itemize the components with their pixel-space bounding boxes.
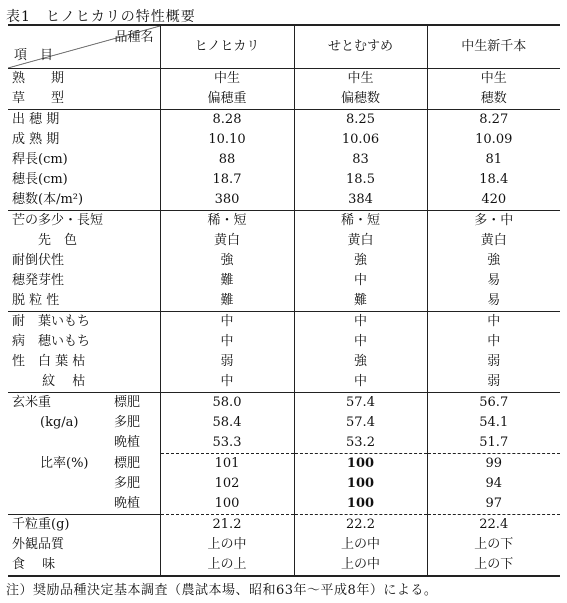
table-cell: 上の下 <box>427 555 560 576</box>
table-cell: 中生 <box>294 69 427 90</box>
table-cell: 上の中 <box>160 535 294 555</box>
table-cell: 58.4 <box>160 413 294 433</box>
table-cell: 94 <box>427 474 560 494</box>
header-corner-cell <box>8 25 160 69</box>
row-label: 脱 粒 性 <box>12 293 60 308</box>
table-cell: 21.2 <box>160 515 294 536</box>
table-cell: 53.3 <box>160 433 294 454</box>
row-label: 出 穂 期 <box>8 110 160 131</box>
row-label: 穂発芽性 <box>12 273 65 288</box>
table-cell: 100 <box>294 494 427 515</box>
table-cell: 偏穂数 <box>294 89 427 110</box>
row-label: 性 白 葉 枯 <box>12 354 86 369</box>
row-label <box>8 474 160 494</box>
table-cell: 18.4 <box>427 170 560 190</box>
table-cell: 中 <box>160 332 294 352</box>
table-row <box>8 332 560 352</box>
table-cell: 99 <box>427 454 560 475</box>
table-row <box>8 211 560 232</box>
row-label: 成 熟 期 <box>12 132 60 147</box>
row-label: 千粒重(g) <box>8 515 160 536</box>
table-cell: 88 <box>160 150 294 170</box>
row-label: 耐倒伏性 <box>12 253 65 268</box>
table-cell: 97 <box>427 494 560 515</box>
table-row <box>8 170 560 190</box>
table-cell: 弱 <box>427 372 560 393</box>
table-cell: 強 <box>427 251 560 271</box>
table-row <box>8 312 560 333</box>
ratio-sub-label: 標肥 <box>114 455 141 471</box>
table-cell: 8.27 <box>427 110 560 131</box>
table-cell: 384 <box>294 190 427 211</box>
table-cell: 102 <box>160 474 294 494</box>
table-cell: 81 <box>427 150 560 170</box>
table-row <box>8 372 560 393</box>
table-cell: 上の中 <box>294 535 427 555</box>
table-cell: 多・中 <box>427 211 560 232</box>
table-row <box>8 474 560 494</box>
row-label: 穂数(本/m²) <box>12 192 84 207</box>
row-label <box>8 393 160 414</box>
ratio-sub-label: 多肥 <box>114 476 141 491</box>
table-cell: 10.10 <box>160 130 294 150</box>
table-row <box>8 291 560 312</box>
table-cell: 難 <box>160 291 294 312</box>
table-cell: 83 <box>294 150 427 170</box>
table-cell: 100 <box>160 494 294 515</box>
table-cell: 強 <box>160 251 294 271</box>
table-cell: 420 <box>427 190 560 211</box>
table-header-row <box>8 25 560 69</box>
table-cell: 上の下 <box>427 535 560 555</box>
row-label: 紋 枯 <box>12 374 86 389</box>
table-cell: 中 <box>294 332 427 352</box>
table-row <box>8 130 560 150</box>
table-row <box>8 150 560 170</box>
row-label: 草 型 <box>12 91 65 106</box>
table-row <box>8 251 560 271</box>
table-cell: 強 <box>294 251 427 271</box>
variety-header-label: 品種名 <box>114 30 154 45</box>
row-label: 耐 葉いもち <box>8 312 160 333</box>
table-cell: 58.0 <box>160 393 294 414</box>
characteristics-table <box>8 24 560 577</box>
table-row <box>8 110 560 131</box>
table-cell: 8.28 <box>160 110 294 131</box>
table-cell: 中 <box>160 312 294 333</box>
table-cell: 51.7 <box>427 433 560 454</box>
row-label <box>8 494 160 515</box>
table-cell: 弱 <box>427 352 560 372</box>
table-cell: 101 <box>160 454 294 475</box>
table-row <box>8 494 560 515</box>
yield-unit-label: (kg/a) <box>40 415 79 430</box>
table-cell: 53.2 <box>294 433 427 454</box>
table-cell: 稀・短 <box>294 211 427 232</box>
table-cell: 57.4 <box>294 393 427 414</box>
variety-header-setomusume: せとむすめ <box>294 25 427 69</box>
table-cell: 難 <box>294 291 427 312</box>
table-cell: 56.7 <box>427 393 560 414</box>
table-cell: 中 <box>427 332 560 352</box>
table-cell: 54.1 <box>427 413 560 433</box>
row-label: 穂長(cm) <box>12 172 68 187</box>
yield-sub-label: 標肥 <box>114 395 141 410</box>
table-cell: 上の上 <box>160 555 294 576</box>
variety-header-hinohikari: ヒノヒカリ <box>160 25 294 69</box>
table-cell: 穂数 <box>427 89 560 110</box>
ratio-sub-label: 晩植 <box>114 496 141 511</box>
row-label: 食 味 <box>8 555 160 576</box>
yield-label: 玄米重 <box>12 395 52 410</box>
table-cell: 黄白 <box>160 231 294 251</box>
table-cell: 中 <box>160 372 294 393</box>
table-cell: 18.7 <box>160 170 294 190</box>
yield-sub-label: 多肥 <box>114 415 141 430</box>
table-cell: 弱 <box>160 352 294 372</box>
table-cell: 22.2 <box>294 515 427 536</box>
table-row <box>8 271 560 291</box>
row-label <box>8 454 160 475</box>
table-row <box>8 231 560 251</box>
row-label <box>8 413 160 433</box>
table-cell: 中 <box>294 271 427 291</box>
row-label: 外観品質 <box>12 537 65 552</box>
table-row <box>8 69 560 90</box>
table-cell: 22.4 <box>427 515 560 536</box>
table-cell: 中生 <box>427 69 560 90</box>
table-row <box>8 413 560 433</box>
table-cell: 易 <box>427 291 560 312</box>
table-cell: 10.06 <box>294 130 427 150</box>
table-title: 表1 ヒノヒカリの特性概要 <box>6 9 196 25</box>
ratio-label: 比率(%) <box>40 455 89 471</box>
table-cell: 強 <box>294 352 427 372</box>
row-label: 病 穂いもち <box>12 334 91 349</box>
table-cell: 黄白 <box>427 231 560 251</box>
table-row <box>8 352 560 372</box>
table-cell: 中 <box>294 312 427 333</box>
row-label: 稈長(cm) <box>12 152 68 167</box>
table-cell: 100 <box>294 474 427 494</box>
table-cell: 18.5 <box>294 170 427 190</box>
table-row <box>8 535 560 555</box>
table-cell: 中 <box>294 372 427 393</box>
table-cell: 易 <box>427 271 560 291</box>
table-row <box>8 454 560 475</box>
table-cell: 10.09 <box>427 130 560 150</box>
table-cell: 偏穂重 <box>160 89 294 110</box>
table-row <box>8 89 560 110</box>
table-row <box>8 393 560 414</box>
table-footnote: 注）奨励品種決定基本調査（農試本場、昭和63年～平成8年）による。 <box>6 583 438 598</box>
table-cell: 100 <box>294 454 427 475</box>
table-cell: 上の中 <box>294 555 427 576</box>
item-header-label: 項 目 <box>14 48 54 63</box>
table-row <box>8 555 560 576</box>
row-label: 芒の多少・長短 <box>8 211 160 232</box>
table-row <box>8 190 560 211</box>
table-cell: 380 <box>160 190 294 211</box>
table-row <box>8 515 560 536</box>
table-cell: 8.25 <box>294 110 427 131</box>
row-label: 熟 期 <box>12 71 65 86</box>
table-cell: 中 <box>427 312 560 333</box>
table-cell: 難 <box>160 271 294 291</box>
table-cell: 黄白 <box>294 231 427 251</box>
table-row <box>8 433 560 454</box>
yield-sub-label: 晩植 <box>114 435 141 451</box>
table-cell: 57.4 <box>294 413 427 433</box>
row-label <box>8 433 160 454</box>
table-cell: 中生 <box>160 69 294 90</box>
row-label: 先 色 <box>12 233 78 248</box>
table-cell: 稀・短 <box>160 211 294 232</box>
variety-header-nakateshinsenbon: 中生新千本 <box>427 25 560 69</box>
